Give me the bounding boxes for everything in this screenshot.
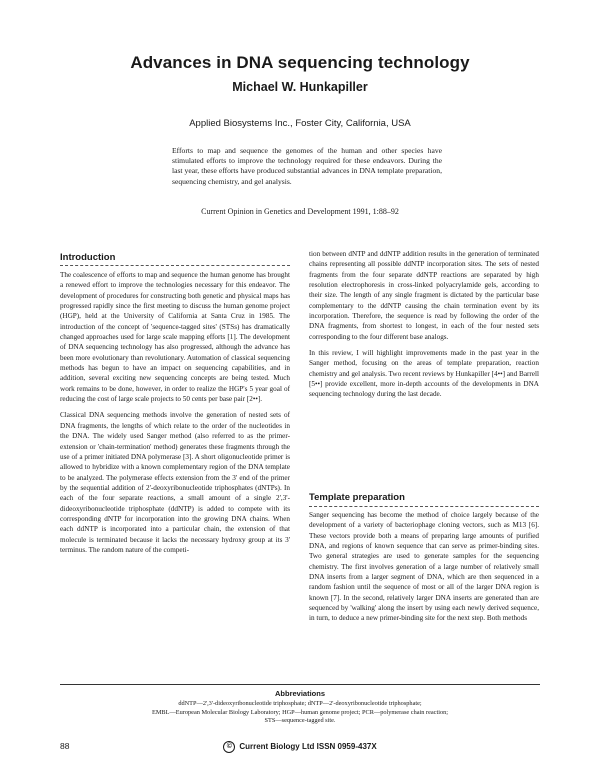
abbreviation-line: STS—sequence-tagged site. <box>264 717 336 725</box>
abbreviations-list <box>120 700 480 726</box>
right-column-body <box>309 249 539 406</box>
journal-citation: Current Opinion in Genetics and Development 1991, 1:88–92 <box>201 207 399 216</box>
publisher-text: Current Biology Ltd ISSN 0959-437X <box>239 742 377 752</box>
author-affiliation: Applied Biosystems Inc., Foster City, California, USA <box>189 118 411 129</box>
paragraph: The coalescence of efforts to map and sequence the human genome has brought a renewed effort to improve the technologies necessary for this endeavor. The development of procedures for constructing both genetic and physical maps has progressed rapidly since the first meeting to discuss the human genome project (HGP), held at the University of California at Santa Cruz in 1985. The introduction of the concept of 'sequence-tagged sites' (STSs) has dramatically changed approaches used for large scale mapping efforts [1]. The development of DNA sequencing technology has also progressed, although the advance has been more evolutionary than revolutionary. Automation of classical sequencing methods has begun to have an impact on sequencing capabilities, and in addition, several exciting new sequencing concepts are being tested. Much work remains to be done, however, in order to realize the HGP's 5 year goal of reducing the cost of large scale projects to 50 cents per base pair [2••]. <box>60 271 290 404</box>
introduction-body <box>60 270 290 561</box>
template-preparation-body <box>309 510 539 630</box>
page-number: 88 <box>60 741 70 751</box>
section-heading-template-preparation: Template preparation <box>309 492 405 503</box>
paragraph: Sanger sequencing has become the method of choice largely because of the development of a variety of bacteriophage cloning vectors, such as M13 [6]. These vectors provide both a means of preparing large amounts of purified DNA, and regions of known sequence that can serve as primer-binding sites. Two general strategies are used to generate samples for the sequencing chemistry. The first involves generation of a large number of relatively small DNA inserts from a larger segment of DNA, which are then sequenced in a random fashion until the sequence of most or all of the larger DNA region is known [7]. In the second, relatively larger DNA inserts are generated than are sequenced by 'walking' along the insert by using each newly derived sequence, in turn, to deduce a new primer-binding site for the next step. Both methods <box>309 511 539 623</box>
abbreviation-line: EMBL—European Molecular Biology Laboratory; HGP—human genome project; PCR—polymerase chain reaction; <box>151 708 449 716</box>
section-rule <box>60 265 290 266</box>
abstract: Efforts to map and sequence the genomes of the human and other species have stimulated efforts to improve the technology required for these endeavors. During the last year, these efforts have produced substantial advances in DNA template preparation, sequencing chemistry, and gel analysis. <box>172 146 442 186</box>
abbreviation-line: ddNTP—2',3'-dideoxyribonucleotide triphosphate; dNTP—2'-deoxyribonucleotide triphosphate; <box>178 700 422 707</box>
paragraph: tion between dNTP and ddNTP addition results in the generation of terminated chains representing all possible ddNTP incorporation sites. The sets of nested fragments from the four separate ddNTP reactions are separated by high resolution electrophoresis in cross-linked polyacrylamide gels, according to their size. The length of any single fragment is dictated by the particular base complementary to the ddNTP causing the chain termination event by its incorporation. Therefore, the sequence is read by following the order of the DNA fragments, from shortest to longest, in each of the four nested sets corresponding to the four different base analogs. <box>309 250 539 341</box>
abbreviations-heading: Abbreviations <box>274 689 325 698</box>
paragraph: Classical DNA sequencing methods involve the generation of nested sets of DNA fragments, the lengths of which relate to the order of the nucleotides in the DNA. The widely used Sanger method (also referred to as the primer-extension or 'chain-termination' method) generates these fragments through the use of a primer initiated DNA polymerase [3]. A short oligonucleotide primer is allowed to hybridize with a known complementary region of the DNA template to be analyzed. The polymerase effects extension from the 3' end of the primer by the sequential addition of 2'-deoxyribonucleotide triphosphates (dNTPs). In each of the four separate reactions, a small amount of a single 2',3'-dideoxyribonucleotide triphosphate (ddNTP) is added to compete with its corresponding dNTP for incorporation into the growing DNA chains. When each ddNTP is incorporated into a particular chain, the extension of that molecule is terminated because it lacks the necessary hydroxy group at its 3' terminus. The random nature of the competi- <box>60 411 290 554</box>
article-title: Advances in DNA sequencing technology <box>130 53 470 72</box>
abbreviations-rule <box>60 684 540 685</box>
author-name: Michael W. Hunkapiller <box>232 80 368 94</box>
section-rule <box>309 506 539 507</box>
publisher-line <box>0 741 600 753</box>
copyright-icon: © <box>223 741 235 753</box>
paragraph: In this review, I will highlight improvements made in the past year in the Sanger method, focusing on the areas of template preparation, reaction chemistry and gel analysis. Two recent reviews by Hunkapiller [4••] and Barrell [5••] provide excellent, more in-depth accounts of the developments in DNA sequencing technology during the last decade. <box>309 349 539 399</box>
section-heading-introduction: Introduction <box>60 252 116 263</box>
